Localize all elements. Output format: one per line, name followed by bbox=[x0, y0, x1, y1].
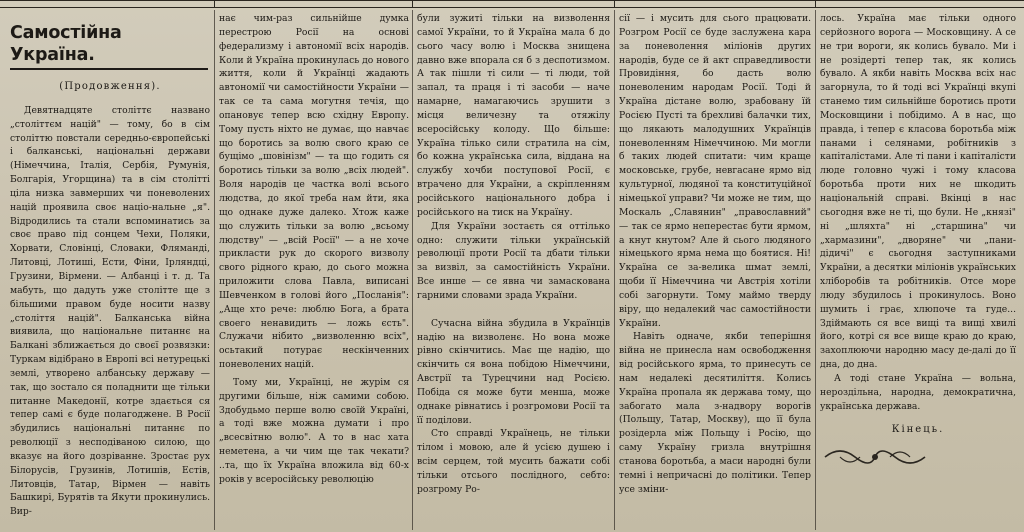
column-4 bbox=[619, 12, 811, 528]
article-title: Самостійна Україна. bbox=[10, 23, 122, 65]
column-divider bbox=[214, 10, 215, 530]
paragraph: Сучасна війна збудила в Українців надію на визволенє. Но вона може рівно скінчитись. Має ще надію, що скінчить ся вона побідою Німеччини, Австрії та Турецчини над Росією. Побіда ся може бути менша, може однаке рівнатись і розгромови Росії та її поділови. bbox=[417, 317, 610, 426]
spacer bbox=[417, 303, 610, 317]
column-divider bbox=[815, 10, 816, 530]
paragraph: Девятнадцяте століттє названо „століттєм націй" — тому, бо в сім століттю повстали середньо-європейські і балканські, національні держави (Німеччина, Італія, Сербія, Румунія, Болгарія, Угорщина) та в сім столітті ціла низка завмерших чи поневолених націй проявила своє націо-нальне „я". Відродились та стали вспоминатись за своє право під сонцем Чехи, Поляки, Хорвати, Словінці, Словаки, Фляманді, Литовці, Лотиші, Ести, Фіни, Ірляндці, Грузини, Вірмени. — Албанці і т. д. Та мабуть, що дадуть уже столітте ще з більшими правом буде носити назву „століття націй". Балканська війна виявила, що національне питаннє на Балкані зближається до своєї розвязки: Туркам відібрано в Европі всі нетурецькі землі, утворено албанську державу — так, що зостало ся поладнити ще тільки питанне Македонії, котре здається ся тепер самі є буде полагоджене. В Росії збудились національні питаннє по революції з несподіваною силою, що вказує на його дозріванне. Зростає рух Білорусів, Грузинів, Лотишів, Естів, Литовців, Татар, Вірмен — навіть Башкирі, Бурятів та Якути прокинулись. Вир- bbox=[10, 104, 210, 518]
paragraph: були зужиті тільки на визволення самої України, то й Україна мала б до сього часу волю і Москва знищена давно вже впорала ся б з деспотизмом. А так пішли ті сили — ті люди, той запал, та праця і ті засоби — наче намарне, намагаючись зрушити з місця величезну та отяжілу всеросійську колоду. Що більше: Україна тілько сили стратила на сім, бо кожна українська сила, віддана на службу хочби поступової Росії, є втрачено для України, а скріпленням російського національного добра і російського на тиск на Україну. bbox=[417, 13, 610, 218]
paragraph: сії — і мусить для сього працювати. Розгром Росії се буде заслужена кара за поневолення міліонів других народів, буде се й акт справедливости Провидіння, бо дасть волю поневоленим народам Росії. Тоді й Україна дістане волю, зрабовану їй Росією Пусті та брехливі балачки тих, що лякають малодушних Українців поневоленням Німеччиною. Ми могли б таких людей спитати: чим краще московське, грубе, невгасане ярмо від культурної, людяної та конституційної німецької управи? Чи може не тим, що Москаль „Славянин" „православний" — так се ярмо неперестає бути ярмом, а кнут кнутом? Але й сього людяного німецького ярма нема що боятися. Ні! Україна се за-велика шмат землі, щоби її Німеччина чи Австрія хотіли собі загорнути. Тому маймо тверду віру, що недалекий час самостійности України. bbox=[619, 13, 811, 329]
ornament-icon bbox=[820, 443, 930, 471]
title-underline bbox=[10, 68, 208, 70]
column-3 bbox=[417, 12, 610, 528]
column-divider bbox=[614, 10, 615, 530]
paragraph: А тоді стане Україна — вольна, нероздільна, народна, демократична, українська держава. bbox=[820, 372, 1016, 412]
article-end: Кінець. bbox=[891, 424, 945, 436]
column-2 bbox=[219, 12, 409, 528]
paragraph: Навіть одначе, якби теперішня війна не принесла нам освободження від російського ярма, то принесуть се нам недалекі десятиліття. Колись Україна пропала як держава тому, що забогато мала з-надвору ворогів (Польщу, Татар, Москву), що її була розідерла між Польщу і Росію, що саму Україну гризла внутрішня станова боротьба, а маси народні були темні і непричасні до політики. Тепер усе зміни- bbox=[619, 331, 811, 495]
article-subtitle: (Продовження). bbox=[59, 81, 161, 92]
paragraph: Сто справді Українець, не тільки тілом і мовою, але й усією душею і всім серцем, той мусить бажати собі тільки отсього послідного, себто: розгрому Ро- bbox=[417, 428, 610, 495]
column-divider bbox=[412, 10, 413, 530]
paragraph: нає чим-раз сильнійше думка перестрою Росії на основі федерализму і автономії всіх народів. Коли й Україна прокинулась до нового життя, коли й Українці жадають автономії чи самостійности України — так се та сама могутня течія, що опановує тепер всю східну Европу. Тому пусть ніхто не думає, що навчає що боротись за волю свого краю се бущімо „шовінізм" — та що годить ся боротись тільки за волю „всіх людей". Воля народів це частка волі всього людства, до якої треба нам йти, яка що однаке дуже далеко. Хтож каже що служить тільки за волю „всьому людству" — „всій Росії" — а не хоче прикласти рук до скорого визволу свого рідного краю, до сього можна приложити слова Павла, виписані Шевченком в голові його „Посланія": „Аще хто рече: люблю Бога, а брата своего ненавидить — ложь єсть". Служачи нібито „визволенню всіх", осьтакий потурає нескінченних поневолених націй. bbox=[219, 13, 409, 371]
paragraph: Тому ми, Українці, не журім ся другими більше, ніж самими собою. Здобудьмо перше волю своїй Україні, а тоді вже можна думати і про „всесвітню волю". А то в нас хата неметена, а чи чим ще так чекати? ..та, що їх Україна вложила від 60-х років у всеросійську революцію bbox=[219, 376, 409, 485]
column-1 bbox=[10, 14, 210, 530]
paragraph: лось. Україна має тільки одного серйозного ворога — Московщину. А се не три вороги, як колись бувало. Ми і не розідерті тепер так, як колись бувало. А якби навіть Москва всіх нас загорнула, то й тоді всі Українці вкупі станемо тим сильнійше боротись проти Московщини і побідимо. А в нас, що правда, і тепер є класова боротьба між панами і селянами, робітників з капіталістами. Але ті пани і капіталісти люде головно чужі і тому класова боротьба проти них не шкодить національній справі. Вкінці в нас сьогодня вже не ті, що були. Не „князі" ні „шляхта" ні „старшина" чи „хармазини", „дворяне" чи „пани-дідичі" є сьогодня заступниками України, а десятки міліонів українських хліборобів та робітників. Отсе море люду збудилось і прокинулось. Воно шумить і грає, хлюпоче та гуде... Здіймають ся все вищі та вищі хвилі його, котрі ся все вище краю до краю, захоплюючи народню масу де-далі до її дна, до дна. bbox=[820, 13, 1016, 371]
header-rule bbox=[0, 0, 1024, 8]
column-5 bbox=[820, 12, 1016, 528]
paragraph: Для України зостаєть ся оттілько одно: служити тільки українській революції проти Росії та дбати тільки за визвіл, за самостійність України. Все инше — се явна чи замаскована гарними словами зрада України. bbox=[417, 220, 610, 301]
